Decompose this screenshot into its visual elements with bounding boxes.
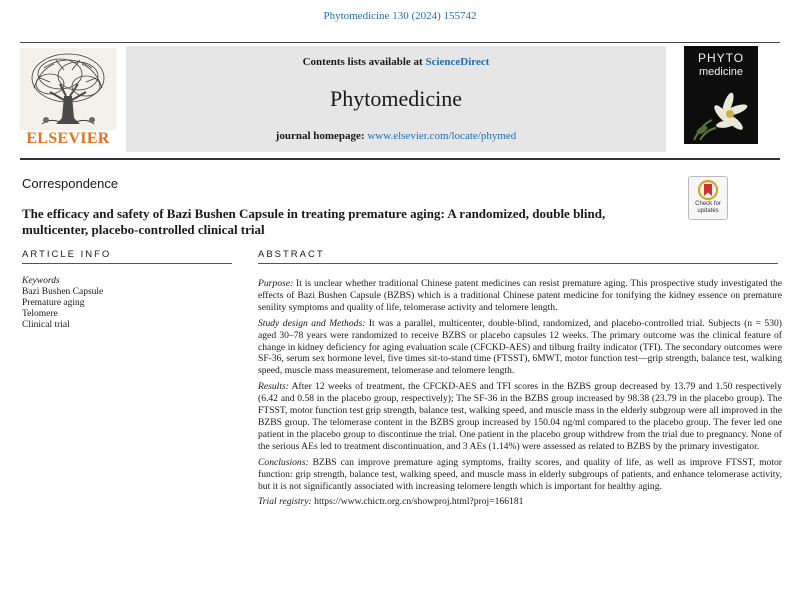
article-info-divider [22,263,232,264]
abstract-section-label: Results: [258,381,289,393]
trial-registry-link[interactable]: https://www.chictr.org.cn/showproj.html?proj=166181 [314,496,524,508]
abstract-trial-registry [258,496,782,508]
article-type: Correspondence [22,176,119,191]
homepage-line [126,130,666,142]
abstract-purpose [258,278,782,314]
abstract-methods [258,318,782,378]
article-title: The efficacy and safety of Bazi Bushen Capsule in treating premature aging: A randomized, double blind, multicenter, placebo-controlled clinical trial [22,206,606,237]
flower-icon [688,84,754,142]
check-badge-line2: updates [697,208,719,214]
abstract-results [258,381,782,452]
check-badge-line1: Check for [695,201,721,207]
abstract-section-text: BZBS can improve premature aging symptoms, frailty scores, and quality of life, as well as improve FTSST, motor function: grip strength, balance test, walking speed, and muscle mass in elderly subgroups of patients, and enhance telomerase activity, but it is not significantly associated with increasing telomere length which is important for healthy aging. [258,456,783,492]
article-info-heading: ARTICLE INFO [22,249,112,260]
abstract-section-text: It is unclear whether traditional Chinese patent medicines can resist premature aging. This prospective study investigated the effects of Bazi Bushen Capsule (BZBS) which is a traditional Chinese patent medicine for tonifying the kidney essence on premature senility symptoms and quality of life, telomerase activity and telomere length. [258,278,782,313]
cover-title-medicine: medicine [698,66,744,78]
abstract-heading: ABSTRACT [258,249,325,260]
contents-prefix: Contents lists available at [302,56,426,68]
publisher-logo[interactable] [20,48,116,152]
elsevier-tree-icon [20,48,116,130]
abstract-section-label: Purpose: [258,278,294,289]
sciencedirect-link[interactable]: ScienceDirect [425,56,490,68]
cover-title-phyto: PHYTO [697,51,745,65]
journal-cover-thumbnail[interactable] [684,46,758,144]
abstract-conclusions [258,457,782,493]
check-for-updates-button[interactable] [688,176,728,220]
journal-homepage-link[interactable]: www.elsevier.com/locate/phymed [367,130,517,142]
header-divider-top [20,42,780,43]
abstract-section-label: Study design and Methods: [258,317,366,329]
journal-title: Phytomedicine [330,86,462,111]
header-divider-bottom [20,158,780,160]
keyword-item: Clinical trial [22,320,70,330]
keywords-block [22,276,232,331]
keyword-item: Premature aging [22,298,85,308]
abstract-section-label: Conclusions: [258,456,309,468]
abstract-divider [258,263,778,264]
keyword-item: Telomere [22,309,58,319]
keyword-item: Bazi Bushen Capsule [22,287,104,297]
journal-masthead [126,46,666,152]
keywords-label: Keywords [22,276,60,286]
bookmark-icon [698,180,718,200]
homepage-prefix: journal homepage: [275,130,368,142]
abstract-section-text: After 12 weeks of treatment, the CFCKD-AES and TFI scores in the BZBS group decreased by 13.79 and 1.50 respectively (6.42 and 0.58 in the placebo group, respectively); The SF-36 in the BZBS group increased by 98.38 (23.79 in the placebo group). The FTSST, motor function test grip strength, balance test, walking speed, and muscle mass in the elderly subgroup were all improved in the BZBS group. The telomerase content in the BZBS group increased by 150.04 ng/ml compared to the placebo group. The fever led one patient in the placebo group to discontinue the trial. One patient in the placebo group withdrew from the trial due to pregnancy. None of the serious AEs led to treatment discontinuation, and 3 AEs (1.14%) were assessed as related to BZBS by the primary investigator. [258,381,782,452]
publisher-wordmark: ELSEVIER [26,130,110,147]
abstract-section-text: It was a parallel, multicenter, double-blind, randomized, and placebo-controlled trial. Subjects (n = 530) aged 30–78 years were randomized to receive BZBS or placebo capsules 12 weeks. The primary outcome was the clinical feature of change in kidney deficiency for aging evaluation scale (CFCKD-AES) and tilburg frailty indicator (TFI). The secondary outcomes were SF-36, serum sex hormone level, five times sit-to-stand time (FTSST), 6MWT, motor function test—grip strength, balance test, walking speed, muscle mass measurement, telomerase and telomere length. [258,317,783,377]
contents-line [126,56,666,68]
abstract-section-label: Trial registry: [258,496,312,508]
journal-citation[interactable]: Phytomedicine 130 (2024) 155742 [323,10,477,22]
abstract-body [258,278,782,512]
